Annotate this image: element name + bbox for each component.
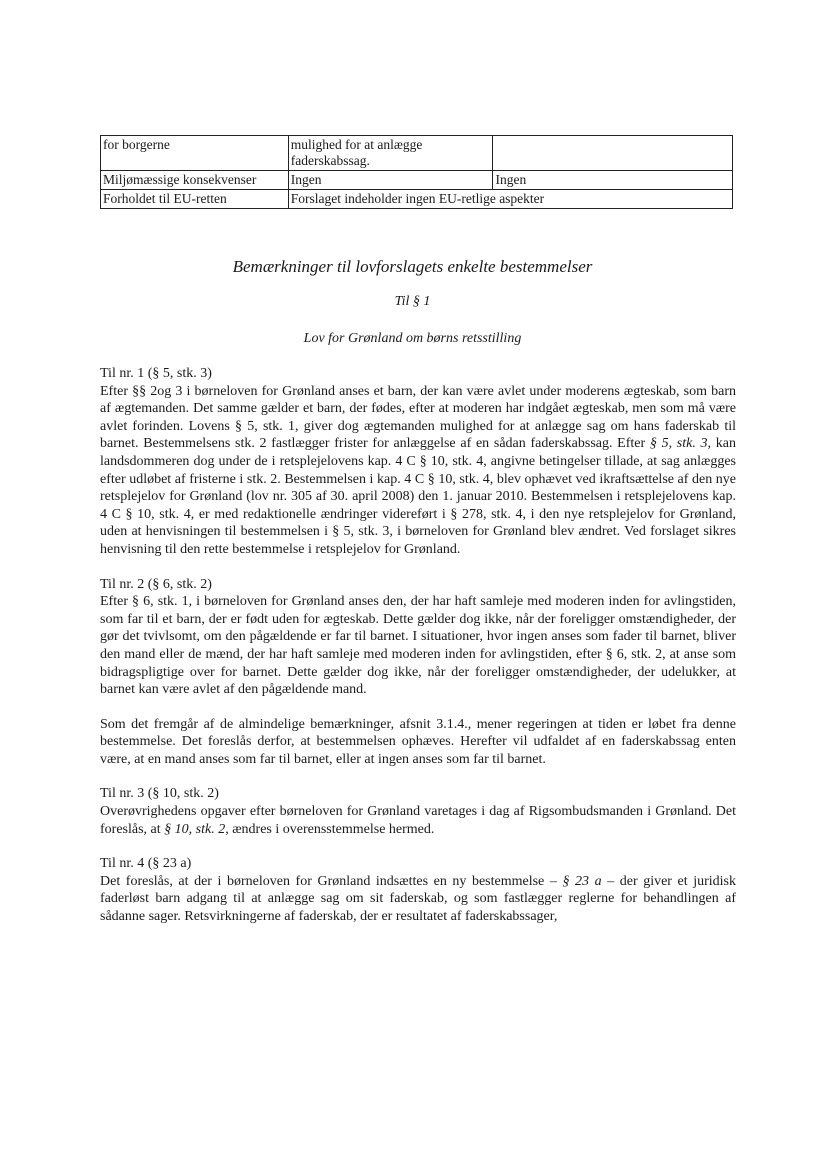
text-run: Overøvrighedens opgaver efter børneloven for Grønland varetages i dag af Rigsombudsmanden i Grønland. Det foreslås, at	[100, 804, 736, 837]
provision-text	[100, 873, 736, 926]
section-reference: § 10, stk. 2,	[164, 821, 229, 837]
provision-note	[100, 716, 736, 769]
table-row	[101, 171, 733, 190]
section-reference: § 5, stk. 3,	[649, 436, 712, 452]
text-run: Efter §§ 2og 3 i børneloven for Grønland anses et barn, der kan være avlet under moderens ægteskab, som barn af ægtemanden. Det samme gælder et barn, der fødes, efter at moderen har indgået ægteskab, men som må være avlet forinden. Lovens § 5, stk. 1, giver dog ægtemanden mulighed for at anlægge sag om hans faderskab til barnet. Bestemmelsens stk. 2 fastlægger frister for anlæggelse af en sådan faderskabssag. Efter	[100, 383, 736, 452]
provision-title: Til nr. 1 (§ 5, stk. 3)	[100, 366, 212, 381]
consequences-table	[100, 135, 733, 209]
provision-text: Efter § 6, stk. 1, i børneloven for Grønland anses den, der har haft samleje med moderen inden for avlingstiden, som far til et barn, der er født uden for ægteskab. Dette gælder dog ikke, når der foreligger omstændigheder, der gør det tvivlsomt, om den pågældende er far til barnet. I situationer, hvor ingen anses som fader til barnet, bliver den mand eller de mænd, der har haft samleje med moderen inden for avlingstiden, efter § 6, stk. 2, at anse som bidragspligtige over for barnet. Dette gælder dog ikke, når der foreligger omstændigheder, der udelukker, at barnet kan være avlet af den pågældende mand.	[100, 594, 736, 698]
main-heading: Bemærkninger til lovforslagets enkelte bestemmelser	[232, 257, 593, 276]
table-cell: Ingen	[288, 171, 493, 190]
provision-title: Til nr. 3 (§ 10, stk. 2)	[100, 786, 219, 802]
law-heading: Lov for Grønland om børns retsstilling	[303, 331, 522, 346]
document-body	[100, 365, 736, 943]
section-reference: § 23 a	[562, 873, 602, 889]
text-run: ændres i overensstemmelse hermed.	[228, 821, 435, 837]
text-run: kan landsdommeren dog under de i retsplejelovens kap. 4 C § 10, stk. 4, angivne betingelser tillade, at sag anlægges efter udløbet af fristerne i stk. 2. Bestemmelsen i kap. 4 C § 10, stk. 4, blev ophævet ved ikraftsættelse af den nye retsplejelov for Grønland (lov nr. 305 af 30. april 2008) den 1. januar 2010. Bestemmelsen i retsplejelovens kap. 4 C § 10, stk. 4, er med redaktionelle ændringer videreført i § 278, stk. 4, i den nye retsplejelov for Grønland, uden at henvisningen til bestemmelsen i § 5, stk. 3, i børneloven for Grønland blev ændret. Ved forslaget sikres henvisning til den rette bestemmelse i retsplejelov for Grønland.	[100, 436, 736, 557]
text-run: Det foreslås, at der i børneloven for Grønland indsættes en ny bestemmelse –	[100, 873, 563, 889]
section-heading: Til § 1	[394, 294, 431, 309]
table-cell	[493, 136, 733, 171]
provision-note	[100, 785, 736, 838]
table-cell: Miljømæssige konsekvenser	[101, 171, 289, 190]
provision-text: Som det fremgår af de almindelige bemærkninger, afsnit 3.1.4., mener regeringen at tiden er løbet fra denne bestemmelse. Det foreslås derfor, at bestemmelsen ophæves. Herefter vil udfaldet af en faderskabssag enten være, at en mand anses som far til barnet, eller at ingen anses som far til barnet.	[100, 716, 736, 767]
table-row	[101, 136, 733, 171]
provision-title: Til nr. 2 (§ 6, stk. 2)	[100, 576, 212, 592]
table-cell: Forslaget indeholder ingen EU-retlige aspekter	[288, 190, 732, 209]
provision-note	[100, 855, 736, 925]
provision-text	[100, 383, 736, 559]
table-cell: Ingen	[493, 171, 733, 190]
table-cell: for borgerne	[101, 136, 289, 171]
provision-note	[100, 365, 736, 559]
provision-text	[100, 803, 736, 838]
text-run: – der giver et juridisk faderløst barn adgang til at anlægge sag om sit faderskab, og som fastlægger reglerne for behandlingen af sådanne sager. Retsvirkningerne af faderskab, der er resultatet af faderskabssager,	[100, 873, 736, 925]
provision-note	[100, 576, 736, 699]
provision-title: Til nr. 4 (§ 23 a)	[100, 856, 192, 872]
table-cell: mulighed for at anlægge faderskabssag.	[288, 136, 493, 171]
table-row	[101, 190, 733, 209]
table-cell: Forholdet til EU-retten	[101, 190, 289, 209]
